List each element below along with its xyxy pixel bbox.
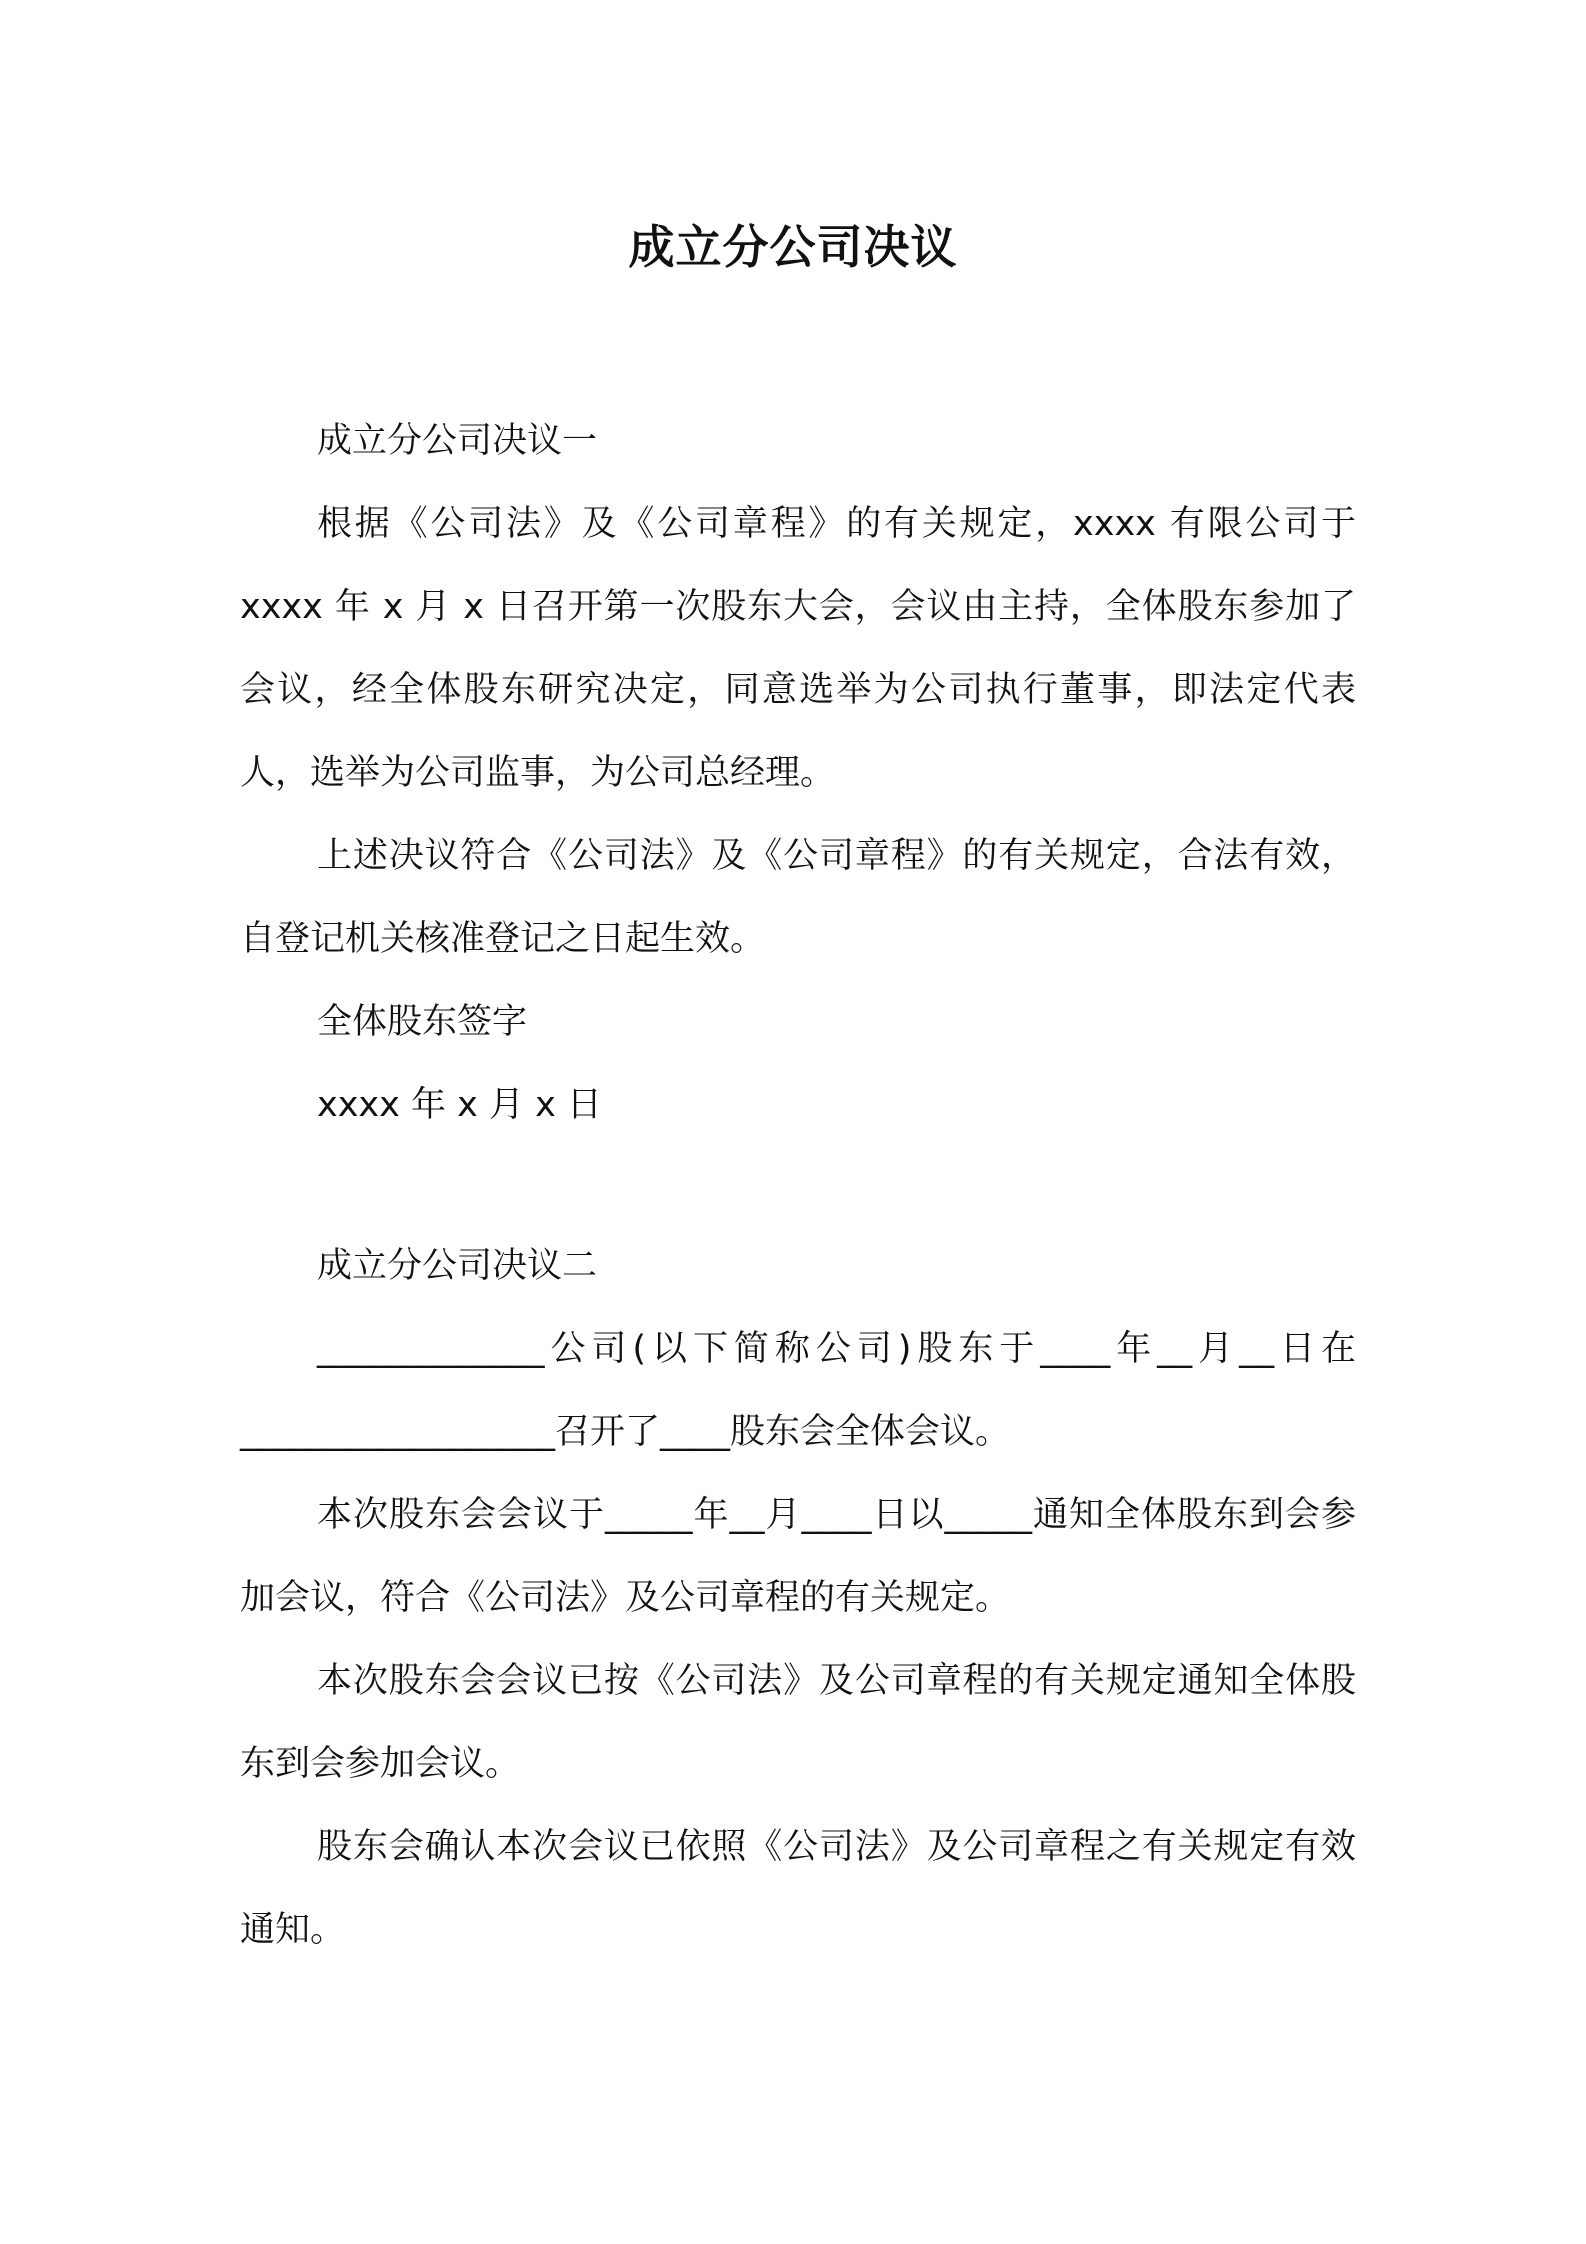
section-2-paragraph-4: 股东会确认本次会议已依照《公司法》及公司章程之有关规定有效通知。	[240, 1827, 1356, 1950]
section-1-heading: 成立分公司决议一	[317, 421, 598, 461]
section-spacer	[240, 1147, 1356, 1225]
section-1-paragraph-2: 上述决议符合《公司法》及《公司章程》的有关规定，合法有效，自登记机关核准登记之日起生效。	[240, 836, 1356, 959]
section-1-paragraph-1: 根据《公司法》及《公司章程》的有关规定，xxxx 有限公司于 xxxx 年 x 月 x 日召开第一次股东大会，会议由主持，全体股东参加了会议，经全体股东研究决定，同意选举为公司执行董事，即法定代表人，选举为公司监事，为公司总经理。	[240, 504, 1356, 793]
section-2-heading: 成立分公司决议二	[317, 1246, 598, 1286]
section-1-date: xxxx 年 x 月 x 日	[317, 1085, 602, 1125]
document-title: 成立分公司决议	[628, 220, 958, 274]
section-2-paragraph-3: 本次股东会会议已按《公司法》及公司章程的有关规定通知全体股东到会参加会议。	[240, 1661, 1356, 1784]
section-2-paragraph-1: _____________公司(以下简称公司)股东于____年__月__日在__________________召开了____股东会全体会议。	[240, 1329, 1356, 1452]
document-body	[240, 400, 1356, 1972]
section-1-signature: 全体股东签字	[317, 1002, 528, 1042]
section-2-paragraph-2: 本次股东会会议于_____年__月____日以_____通知全体股东到会参加会议，符合《公司法》及公司章程的有关规定。	[240, 1495, 1356, 1618]
